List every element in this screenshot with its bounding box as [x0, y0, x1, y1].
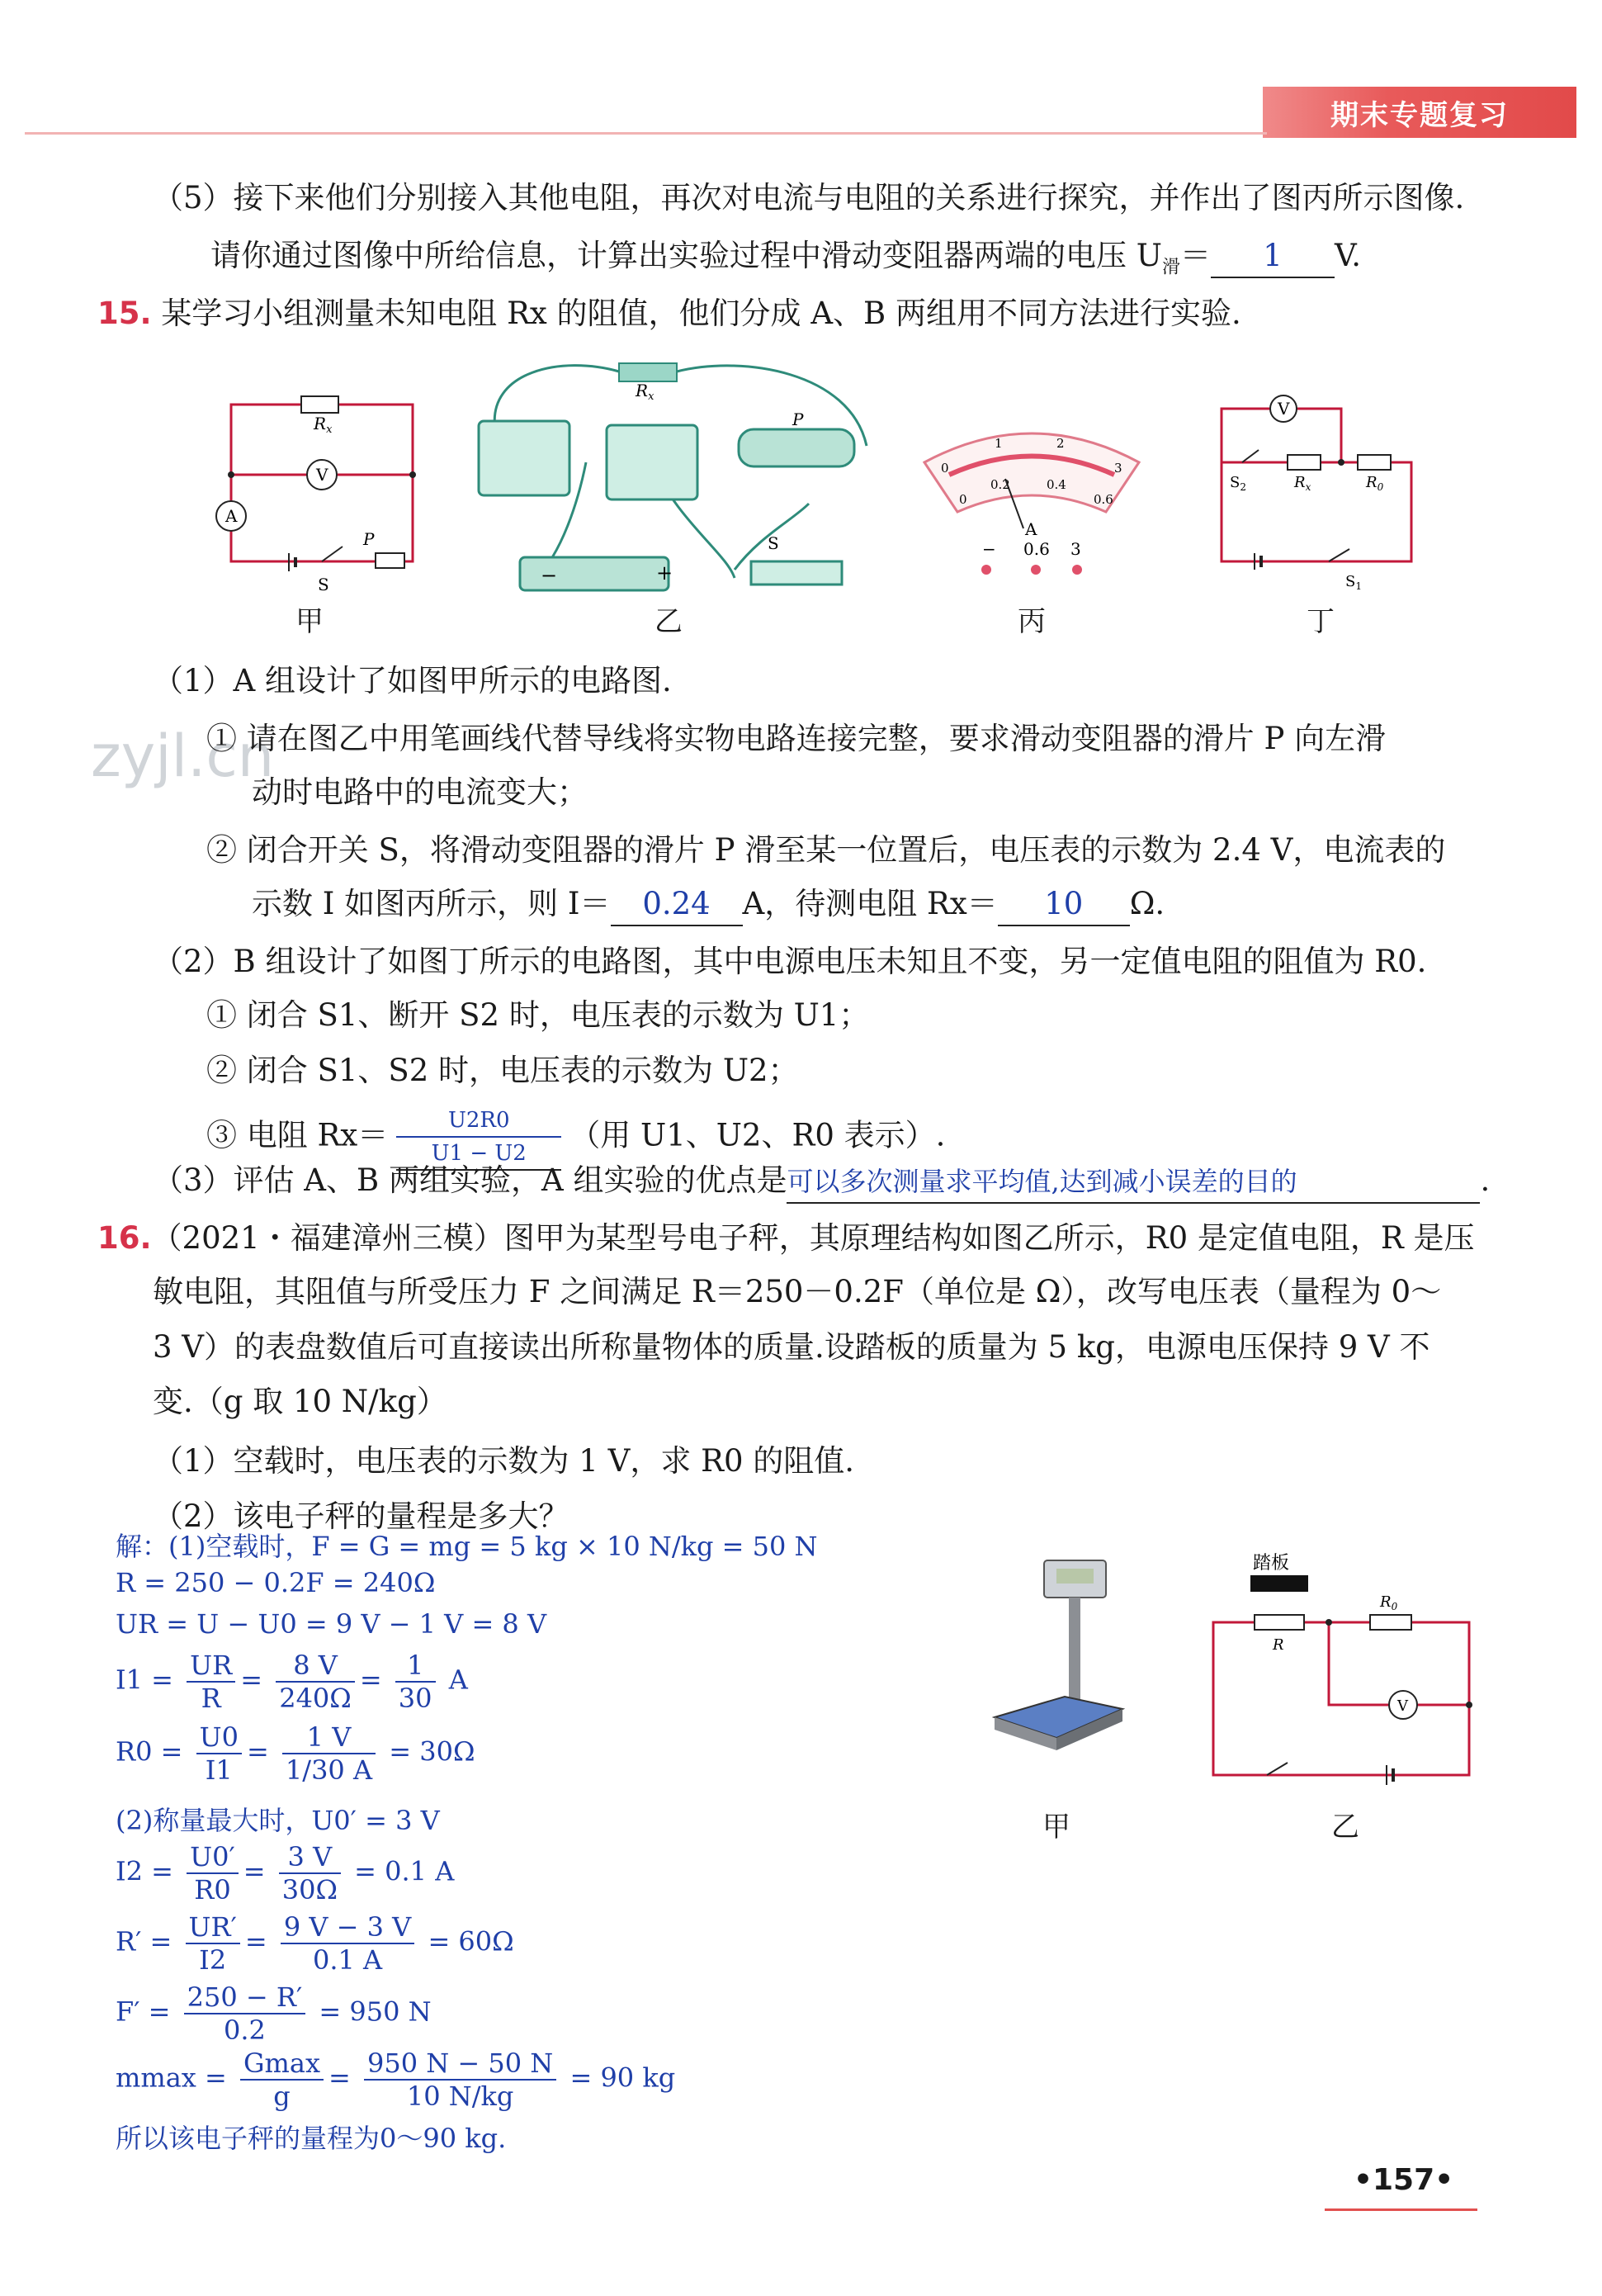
fig-ding-caption: 丁: [1307, 605, 1335, 638]
header-rule: [25, 132, 1267, 135]
q14-5-line2: 请你通过图像中所给信息，计算出实验过程中滑动变阻器两端的电压 $U_滑= 1$ V.: [210, 235, 1361, 288]
q15-stem: 15. 某学习小组测量未知电阻 Rx 的阻值，他们分成 A、B 两组用不同方法进行实验.: [97, 296, 1241, 331]
section-title: 期末专题复习: [1330, 98, 1509, 132]
q15-p2-1: ① 闭合 S1、断开 S2 时，电压表的示数为 U1；: [206, 997, 870, 1033]
figure-jia-circuit: [206, 388, 429, 594]
solution-step-7: I2 = $\frac{U0'}{R0}$ = $\frac{3 V}{30\Omega}$ = 0.1 A: [116, 1841, 455, 1905]
footer-rule: [1325, 2208, 1477, 2211]
solution-step-2: R = 250 − 0.2F = 240Ω: [116, 1567, 436, 1598]
fig-q16-yi-caption: 乙: [1331, 1811, 1359, 1844]
q15-p2-2: ② 闭合 S1、S2 时，电压表的示数为 U2；: [206, 1053, 799, 1088]
answer-advantage: 可以多次测量求平均值,达到减小误差的目的: [787, 1161, 1480, 1204]
q15-p2: （2）B 组设计了如图丁所示的电路图，其中电源电压未知且不变，另一定值电阻的阻值为 R0.: [153, 944, 1427, 979]
q15-p1-1a: ① 请在图乙中用笔画线代替导线将实物电路连接完整，要求滑动变阻器的滑片 P 向左滑: [206, 721, 1387, 756]
svg-text:S2: $S_2$: [1230, 474, 1246, 493]
solution-step-4: I1 = $\frac{UR}{R}$ = $\frac{8 V}{240\Omega}$ = $\frac{1}{30}$ A: [116, 1650, 468, 1714]
q15-p1-1b: 动时电路中的电流变大；: [252, 774, 588, 810]
svg-text:3: 3: [1070, 539, 1081, 559]
q15-p1: （1）A 组设计了如图甲所示的电路图.: [153, 663, 672, 698]
solution-step-8: R′ = $\frac{UR'}{I2}$ = $\frac{9 V - 3 V}{0.1 A}$ = 60Ω: [116, 1911, 514, 1976]
solution-step-5: R0 = $\frac{U0}{I1}$ = $\frac{1 V}{1/30 A}$ = 30Ω: [116, 1721, 475, 1786]
svg-text:A: A: [225, 506, 238, 526]
answer-u-slide: 1: [1211, 235, 1335, 278]
figure-ding-circuit: [1205, 384, 1428, 590]
svg-text:−: −: [982, 539, 996, 559]
svg-text:0.6: 0.6: [1023, 539, 1050, 559]
svg-text:Rx: $R_x$: [636, 381, 655, 403]
svg-text:Rx: $R_x$: [1294, 474, 1311, 493]
svg-text:S1: $S_1$: [1345, 573, 1362, 590]
svg-text:V: V: [1397, 1697, 1408, 1715]
q16-line3: 3 V）的表盘数值后可直接读出所称量物体的质量.设踏板的质量为 5 kg，电源电压保持 9 V 不: [153, 1329, 1430, 1365]
q15-p1-2a: ② 闭合开关 S，将滑动变阻器的滑片 P 滑至某一位置后，电压表的示数为 2.4 V，电流表的: [206, 832, 1446, 868]
answer-rx-fraction: $\frac{U2R0}{U1 - U2}$: [396, 1105, 561, 1171]
fig-jia-caption: 甲: [295, 605, 324, 638]
q16-p1: （1）空载时，电压表的示数为 1 V，求 R0 的阻值.: [153, 1443, 855, 1479]
figure-bing-ammeter: [908, 413, 1155, 594]
svg-text:A: A: [1025, 519, 1037, 539]
figure-yi-apparatus: [462, 338, 891, 603]
fig-q16-jia-caption: 甲: [1042, 1811, 1070, 1844]
svg-text:1: 1: [995, 436, 1003, 451]
q16-line2: 敏电阻，其阻值与所受压力 F 之间满足 R＝250－0.2F（单位是 Ω），改写电压表（量程为 0～: [153, 1274, 1442, 1309]
q15-number: 15.: [97, 296, 152, 331]
q16-line1: 16.（2021・福建漳州三模）图甲为某型号电子秤，其原理结构如图乙所示，R0 是定值电阻，R 是压: [97, 1220, 1475, 1256]
solution-step-6: (2)称量最大时，U0′ = 3 V: [116, 1805, 440, 1836]
solution-step-3: UR = U − U0 = 9 V − 1 V = 8 V: [116, 1608, 547, 1640]
q14-5-line1: （5）接下来他们分别接入其他电阻，再次对电流与电阻的关系进行探究，并作出了图丙所示图像.: [153, 180, 1465, 215]
answer-current: 0.24: [611, 883, 743, 926]
svg-text:+: +: [656, 561, 673, 585]
solution-step-1: 解：(1)空载时，F = G = mg = 5 kg × 10 N/kg = 50 N: [116, 1531, 818, 1562]
svg-text:−: −: [541, 564, 558, 587]
svg-text:3: 3: [1114, 461, 1122, 476]
figure-scale-photo: [982, 1552, 1131, 1800]
svg-text:P: P: [792, 409, 804, 429]
figure-scale-circuit: [1197, 1552, 1477, 1800]
svg-text:R0: $R_0$: [1380, 1593, 1398, 1612]
svg-text:0: 0: [959, 492, 967, 507]
fig-yi-caption: 乙: [655, 605, 683, 638]
svg-text:0: 0: [941, 461, 949, 476]
svg-text:R: R: [1273, 1636, 1284, 1654]
svg-text:2: 2: [1056, 436, 1065, 451]
svg-text:V: V: [316, 465, 328, 485]
svg-text:Rx: $R_x$: [314, 414, 333, 436]
svg-text:0.6: 0.6: [1094, 492, 1113, 507]
solution-conclusion: 所以该电子秤的量程为0～90 kg.: [116, 2123, 507, 2154]
q15-p3: （3）评估 A、B 两组实验，A 组实验的优点是可以多次测量求平均值,达到减小误差的目的 .: [153, 1160, 1490, 1204]
svg-text:S: S: [318, 575, 329, 594]
section-banner: [1263, 87, 1576, 138]
q16-number: 16.: [97, 1220, 152, 1256]
q16-p2: （2）该电子秤的量程是多大？: [153, 1498, 569, 1534]
q15-p1-2b: 示数 I 如图丙所示，则 I＝ 0.24 A，待测电阻 Rx＝ 10 Ω.: [252, 883, 1165, 926]
svg-text:P: P: [363, 529, 375, 549]
watermark: zyjl.cn: [91, 722, 275, 790]
svg-text:R0: $R_0$: [1366, 474, 1384, 493]
q16-line4: 变.（g 取 10 N/kg）: [153, 1384, 447, 1419]
fig-bing-caption: 丙: [1018, 605, 1046, 638]
page-number: •157•: [1354, 2163, 1454, 2197]
svg-text:0.4: 0.4: [1047, 477, 1066, 492]
svg-text:踏板: 踏板: [1253, 1553, 1290, 1574]
answer-resistance: 10: [998, 883, 1130, 926]
svg-text:S: S: [768, 533, 779, 553]
solution-step-10: mmax = $\frac{Gmax}{g}$ = $\frac{950 N - 50 N}{10 N/kg}$ = 90 kg: [116, 2047, 676, 2112]
q15-p2-3: ③ 电阻 Rx＝ $\frac{U2R0}{U1 - U2}$ （用 U1、U2、R0 表示）.: [206, 1105, 945, 1171]
svg-text:0.2: 0.2: [990, 477, 1010, 492]
solution-step-9: F′ = $\frac{250 - R'}{0.2}$ = 950 N: [116, 1981, 432, 2046]
svg-text:V: V: [1278, 399, 1290, 419]
